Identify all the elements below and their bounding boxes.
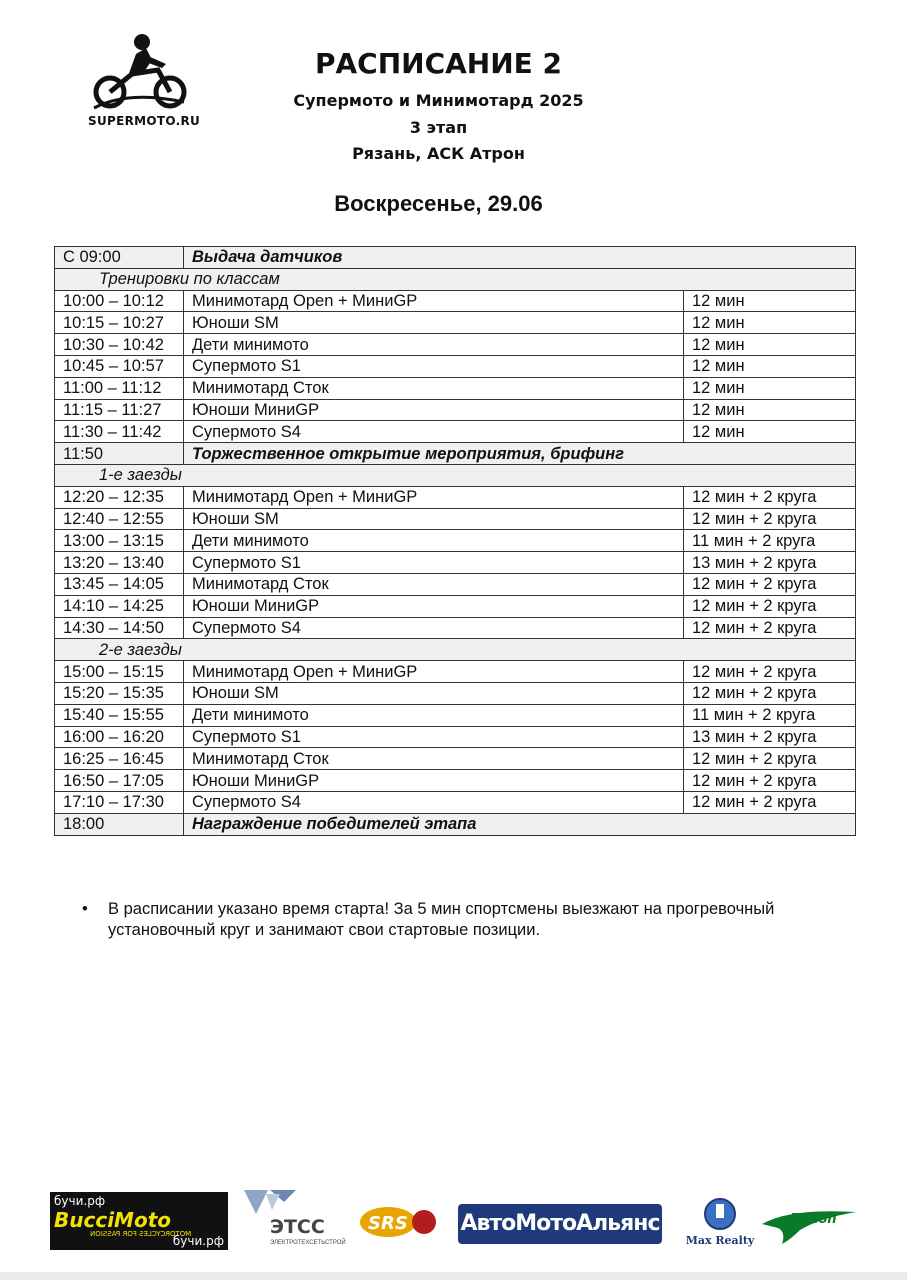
srs-name: SRS xyxy=(368,1213,408,1234)
time-cell: 12:20 – 12:35 xyxy=(55,486,184,508)
section-row xyxy=(55,639,856,661)
schedule-row xyxy=(55,552,856,574)
time-cell: 11:50 xyxy=(55,443,184,465)
class-cell: Супермото S4 xyxy=(184,421,684,443)
time-cell: 11:30 – 11:42 xyxy=(55,421,184,443)
duration-cell: 12 мин + 2 круга xyxy=(684,791,856,813)
schedule-row xyxy=(55,377,856,399)
duration-cell: 12 мин xyxy=(684,334,856,356)
duration-cell: 11 мин + 2 круга xyxy=(684,704,856,726)
buccimoto-logo xyxy=(50,1192,228,1250)
time-cell: 11:15 – 11:27 xyxy=(55,399,184,421)
page-bottom-edge xyxy=(0,1272,907,1280)
schedule-body xyxy=(55,247,856,836)
schedule-row xyxy=(55,290,856,312)
time-cell: 18:00 xyxy=(55,813,184,835)
day-heading: Воскресенье, 29.06 xyxy=(334,191,543,216)
event-subtitle: Супермото и Минимотард 2025 xyxy=(293,91,584,110)
duration-cell: 12 мин xyxy=(684,290,856,312)
duration-cell: 12 мин + 2 круга xyxy=(684,573,856,595)
class-cell: Дети минимото xyxy=(184,530,684,552)
stage-label: 3 этап xyxy=(409,118,468,137)
time-cell: 15:20 – 15:35 xyxy=(55,682,184,704)
schedule-row xyxy=(55,791,856,813)
time-cell: С 09:00 xyxy=(55,247,184,269)
event-row xyxy=(55,813,856,835)
falcon-logo xyxy=(760,1204,858,1246)
duration-cell: 13 мин + 2 круга xyxy=(684,552,856,574)
class-cell: Минимотард Open + МиниGP xyxy=(184,486,684,508)
bucci-url-bottom: бучи.рф xyxy=(172,1234,224,1248)
time-cell: 14:10 – 14:25 xyxy=(55,595,184,617)
time-cell: 15:40 – 15:55 xyxy=(55,704,184,726)
maxrealty-logo xyxy=(682,1196,758,1252)
event-label: Выдача датчиков xyxy=(184,247,856,269)
duration-cell: 12 мин + 2 круга xyxy=(684,617,856,639)
schedule-row xyxy=(55,399,856,421)
section-row xyxy=(55,464,856,486)
etss-logo xyxy=(240,1186,346,1252)
venue-label: Рязань, АСК Атрон xyxy=(352,144,525,163)
automotoalliance-logo: АвтоМотоАльянс xyxy=(458,1204,662,1244)
time-cell: 10:45 – 10:57 xyxy=(55,355,184,377)
class-cell: Минимотард Сток xyxy=(184,573,684,595)
schedule-row xyxy=(55,748,856,770)
class-cell: Супермото S4 xyxy=(184,617,684,639)
schedule-row xyxy=(55,530,856,552)
bucci-url-top: бучи.рф xyxy=(54,1194,106,1208)
schedule-table xyxy=(54,246,856,836)
srs-emblem-icon xyxy=(358,1204,440,1240)
duration-cell: 12 мин + 2 круга xyxy=(684,595,856,617)
class-cell: Дети минимото xyxy=(184,704,684,726)
duration-cell: 12 мин xyxy=(684,377,856,399)
schedule-row xyxy=(55,704,856,726)
schedule-row xyxy=(55,508,856,530)
schedule-row xyxy=(55,486,856,508)
srs-logo xyxy=(358,1204,440,1240)
class-cell: Супермото S1 xyxy=(184,355,684,377)
page-title: РАСПИСАНИЕ 2 xyxy=(314,47,563,80)
time-cell: 16:50 – 17:05 xyxy=(55,770,184,792)
duration-cell: 11 мин + 2 круга xyxy=(684,530,856,552)
section-label: 2-е заезды xyxy=(55,639,856,661)
section-row xyxy=(55,268,856,290)
time-cell: 15:00 – 15:15 xyxy=(55,661,184,683)
event-label: Награждение победителей этапа xyxy=(184,813,856,835)
class-cell: Супермото S1 xyxy=(184,726,684,748)
schedule-row xyxy=(55,682,856,704)
class-cell: Минимотард Open + МиниGP xyxy=(184,290,684,312)
schedule-row xyxy=(55,595,856,617)
note-text: В расписании указано время старта! За 5 мин спортсмены выезжают на прогревочный установочный круг и занимают свои стартовые позиции. xyxy=(108,900,775,939)
duration-cell: 12 мин xyxy=(684,399,856,421)
event-row xyxy=(55,443,856,465)
time-cell: 10:15 – 10:27 xyxy=(55,312,184,334)
bullet-icon: • xyxy=(82,900,88,918)
time-cell: 17:10 – 17:30 xyxy=(55,791,184,813)
duration-cell: 13 мин + 2 круга xyxy=(684,726,856,748)
class-cell: Минимотард Open + МиниGP xyxy=(184,661,684,683)
time-cell: 10:30 – 10:42 xyxy=(55,334,184,356)
time-cell: 13:20 – 13:40 xyxy=(55,552,184,574)
duration-cell: 12 мин + 2 круга xyxy=(684,508,856,530)
duration-cell: 12 мин + 2 круга xyxy=(684,770,856,792)
maxrealty-name: Max Realty xyxy=(685,1234,755,1247)
class-cell: Юноши МиниGP xyxy=(184,399,684,421)
sponsor-logos xyxy=(0,1186,907,1256)
time-cell: 14:30 – 14:50 xyxy=(55,617,184,639)
schedule-row xyxy=(55,573,856,595)
bucci-tagline: MOTORCYCLES FOR PASSION xyxy=(90,1230,192,1238)
event-label: Торжественное открытие мероприятия, брифинг xyxy=(184,443,856,465)
schedule-row xyxy=(55,617,856,639)
duration-cell: 12 мин + 2 круга xyxy=(684,748,856,770)
duration-cell: 12 мин + 2 круга xyxy=(684,486,856,508)
time-cell: 12:40 – 12:55 xyxy=(55,508,184,530)
time-cell: 13:00 – 13:15 xyxy=(55,530,184,552)
class-cell: Дети минимото xyxy=(184,334,684,356)
class-cell: Супермото S1 xyxy=(184,552,684,574)
class-cell: Минимотард Сток xyxy=(184,377,684,399)
duration-cell: 12 мин xyxy=(684,355,856,377)
logo-text: SUPERMOTO.RU xyxy=(88,114,201,128)
schedule-row xyxy=(55,770,856,792)
schedule-row xyxy=(55,726,856,748)
etss-name: ЭТСС xyxy=(270,1216,325,1238)
schedule-row xyxy=(55,421,856,443)
globe-icon xyxy=(682,1196,758,1234)
schedule-row xyxy=(55,334,856,356)
class-cell: Минимотард Сток xyxy=(184,748,684,770)
class-cell: Юноши SM xyxy=(184,508,684,530)
falcon-name: Falcon xyxy=(790,1212,837,1227)
time-cell: 13:45 – 14:05 xyxy=(55,573,184,595)
event-row xyxy=(55,247,856,269)
class-cell: Юноши SM xyxy=(184,312,684,334)
time-cell: 16:25 – 16:45 xyxy=(55,748,184,770)
diamond-icon xyxy=(240,1188,300,1218)
time-cell: 16:00 – 16:20 xyxy=(55,726,184,748)
class-cell: Юноши МиниGP xyxy=(184,770,684,792)
section-label: Тренировки по классам xyxy=(55,268,856,290)
duration-cell: 12 мин xyxy=(684,421,856,443)
etss-subtitle: ЭЛЕКТРОТЕХСЕТЬСТРОЙ xyxy=(270,1240,346,1246)
time-cell: 11:00 – 11:12 xyxy=(55,377,184,399)
class-cell: Супермото S4 xyxy=(184,791,684,813)
time-cell: 10:00 – 10:12 xyxy=(55,290,184,312)
schedule-row xyxy=(55,312,856,334)
section-label: 1-е заезды xyxy=(55,464,856,486)
duration-cell: 12 мин + 2 круга xyxy=(684,682,856,704)
class-cell: Юноши SM xyxy=(184,682,684,704)
schedule-row xyxy=(55,355,856,377)
bucci-name: BucciMoto xyxy=(54,1208,171,1232)
class-cell: Юноши МиниGP xyxy=(184,595,684,617)
duration-cell: 12 мин + 2 круга xyxy=(684,661,856,683)
schedule-row xyxy=(55,661,856,683)
duration-cell: 12 мин xyxy=(684,312,856,334)
